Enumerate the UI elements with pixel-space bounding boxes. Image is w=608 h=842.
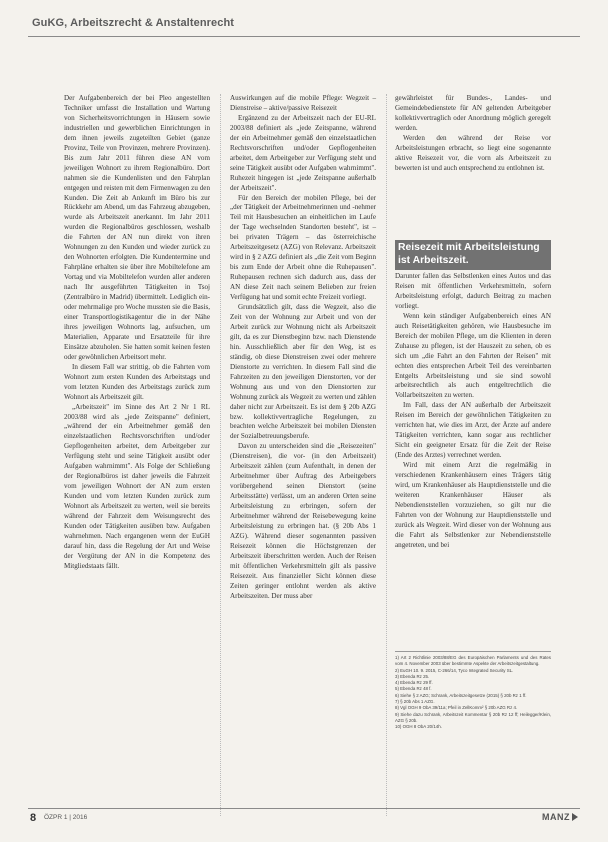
paragraph: „Arbeitszeit" im Sinne des Art 2 Nr 1 RL 2003/88 wird als „jede Zeitspanne" definiert, „während der ein Arbeitnehmer gemäß den einzelstaatlichen Rechtsvorschriften und/oder Gepflogenheiten arbeitet, dem Arbeitgeber zur Verfügung steht und seine Tätigkeit ausübt oder Aufgaben wahrnimmt". Als Folge der Schließung der Regionalbüros ist daher jeweils die Fahrzeit vom jeweiligen Wohnort der AN zum ersten Kunden und vom letzten Kunden zurück zum Wohnort als Arbeitszeit zu werten, weil sie bereits während der Fahrzeit dem Weisungsrecht des Kunden oder Tätigkeiten ausüben bzw. Aufgaben wahrnehmen. Nach ergangenen wenn der EuGH darauf hin, dass die Regelung der Art und Weise der Vergütung der AN in die Kompetenz des Mitgliedstaats fällt. — [64, 402, 210, 570]
journal-reference: ÖZPR 1 | 2016 — [44, 814, 88, 821]
footnote: 9) Siehe dazu Schrank, Arbeitszeit Kommentar § 20b Rz 12 ff; Heilegger/Klein, AZG § 20b. — [395, 711, 551, 723]
section-heading: Reisezeit mit Arbeitsleistung ist Arbeitszeit. — [395, 240, 551, 270]
page-footer — [28, 808, 580, 825]
footnote: 2) EuGH 10. 9. 2015, C-266/14, Tyco Integrated Security SL. — [395, 667, 514, 673]
paragraph: Wenn kein ständiger Aufgabenbereich eines AN auch Reisetätigkeiten gehören, wie Hausbesuche im Bereich der mobilen Pflege, um die Klienten in deren Zuhause zu pflegen, ist der Hauszeit zu sehen, ob es sich um „die Fahrt an den Fahrten der Reisen" mit echten dies entsprechen Arbeit Teil des vereinbarten Entgelts Arbeitsleistung und sie sind sowohl arbeitsrechtlich als auch entgeltrechtlich die Vollarbeitszeiten zu werten. — [395, 311, 551, 400]
running-header — [28, 14, 580, 37]
paragraph: Davon zu unterscheiden sind die „Reisezeiten" (Dienstreisen), die vor- (in den Arbeitszeit) Arbeitszeit zählen (zum Aufenthalt, in denen der Arbeitnehmer über Auftrag des Arbeitgebers vorübergehend seinen Dienstort (seine Arbeitsstätte) verlässt, um an anderen Orten seine Arbeitsleistung zu erbringen, sofern der Arbeitnehmer während der Reisebewegung keine Arbeitsleistung zu erbringen hat. (§ 20b Abs 1 AZG). Während dieser sogenannten passiven Reisezeit können die Höchstgrenzen der Arbeitszeit überschritten werden. Auch der Reisen mit öffentlichen Verkehrsmitteln gilt als passive Reisezeit. Aus finanzieller Sicht können diese Zeiten geringer entlohnt werden als aktive Arbeitszeiten. Der muss aber — [230, 442, 376, 600]
paragraph: Der Aufgabenbereich der bei Pleo angestellten Techniker umfasst die Installation und Wartung von Sicherheitsvorrichtungen in Häusern sowie industriellen und gewerblichen Einrichtungen in dem ihnen jeweils zugeteilten Gebiet (ganze Provinz, Teile von Provinzen, mehrere Provinzen). Bis zum Jahr 2011 führen diese AN vom jeweiligen Wohnort zu ihrem Regionalbüro. Dort nahmen sie die Kundenlisten und den Fahrplan entgegen und reisten mit dem Firmenwagen zu den Kunden. Die Zeit ab Ankunft im Büro bis zur Rückkehr am Abend, um das Fahrzeug abzugeben, wurde als Arbeitszeit anerkannt. Im Jahr 2011 wurden die Regionalbüros geschlossen, weshalb die Fahrten der AN nun direkt von ihren Wohnungen zu den Kunden und wieder zurück zu den Wohnorten erfolgten. Die Kundentermine und Fahrpläne erhalten sie über ihre Mobiltelefone am Vortag und via Mobiltelefon wurden aller anderen nach Ihr ausgeführten Tätigkeiten in Tsoj (Zentralbüro in Madrid) übermittelt. Lediglich ein- oder mehrmalige pro Woche mussten sie die Basis, einer Transportlogistikagentur die in der Nähe ihres jeweiligen Wohnorts lag, aufsuchen, um Materialien, Apparate und Ersatzteile für ihre Einsätze abzuholen. Sie hatten somit keinen festen oder gewöhnlichen Arbeitsort mehr. — [64, 94, 210, 361]
text-column-2 — [230, 94, 376, 602]
paragraph: In diesem Fall war strittig, ob die Fahrten vom Wohnort zum ersten Kunden des Arbeitstags und vom letzten Kunden des Arbeitstags zurück zum Wohnort als Arbeitszeit gilt. — [64, 362, 210, 401]
paragraph: Auswirkungen auf die mobile Pflege: Wegzeit – Dienstreise – aktive/passive Reisezeit — [230, 94, 376, 112]
paragraph: Grundsätzlich gilt, dass die Wegzeit, also die Zeit von der Wohnung zur Arbeit und von der Arbeit zurück zur Wohnung nicht als Arbeitszeit gilt, da es zur Dienstbeginn bzw. nach Dienstende hin. Ausschließlich aber für den Weg, ist es ständig, ob diese Dienstreisen zwei oder mehrere Dienstorte zu verrichten. In diesem Fall sind die Fahrzeiten zu den jeweiligen Dienstorten, vor der Wohnung aus und von den Dienstorten zur Wohnung zurück als Wegzeit zu werten und zählen daher nicht zur Arbeitszeit. Es ist dem § 20b AZG bzw. kollektivvertragliche Regelungen, zu beachten welche Arbeitszeit bei mobilen Diensten der Sozialbetreuungsberufe. — [230, 303, 376, 441]
footnote: 5) Ebenda Rz 48 f. — [395, 686, 432, 692]
paragraph: Werden den während der Reise vor Arbeitsleistungen erbracht, so liegt eine sogenannte aktive Reisezeit vor, die vorn als Arbeitszeit zu bewerten ist und auch entsprechend zu entlohnen ist. — [395, 133, 551, 172]
footnotes — [395, 651, 551, 731]
footnote: 6) Siehe § 2 AZG; Schrank, Arbeitszeitgesetze (2015) § 20b Rz 1 ff. — [395, 692, 527, 698]
text-column-3-continued — [395, 272, 551, 551]
header-title: GuKG, Arbeitszrecht & Anstaltenrecht — [32, 17, 235, 29]
footnote: 10) OGH 8 ObA 20/14h. — [395, 724, 442, 730]
paragraph: Wird mit einem Arzt die regelmäßig in verschiedenen Krankenhäusern eines Trägers tätig wird, um Krankenhäuser als Hauptdienststelle und die weiteren Krankenhäuser Häuser als Nebendienststellen vorzuziehen, so gilt nur die Fahrten von der Wohnung zur Hauptdienststelle und zurück als Wegzeit. Wird dieser von der Wohnung aus die Fahrt als Selbstlenker zur Nebendienststelle angetreten, und bei — [395, 461, 551, 549]
footnote: 7) § 20b Abs 1 AZG. — [395, 699, 435, 705]
footnote: 3) Ebenda Rz 25. — [395, 673, 430, 679]
page-number: 8 — [30, 812, 37, 824]
paragraph: Für den Bereich der mobilen Pflege, bei der „der Tätigkeit der Arbeitnehmerinnen und -nehmer Teil mit Hausbesuchen an einheitlichen im Laufe der Tage wechselnden Standorten besteht", ist – bei privaten Trägern – das österreichische Arbeitszeitgesetz (AZG) von Relevanz. Arbeitszeit wird in § 2 AZG definiert als „die Zeit vom Beginn bis zum Ende der Arbeit ohne die Ruhepausen". Ruhepausen rechnen sich dadurch aus, dass der AN diese Zeit nach seinem Belieben zur freien Verfügung hat und somit echte Freizeit vorliegt. — [230, 193, 376, 302]
paragraph: Im Fall, dass der AN außerhalb der Arbeitszeit Reisen im Bereich der gewöhnlichen Tätigkeiten zu verrichten hat, wie dies im Arzt, der Ärzte auf andere Tätigkeiten verrichten, kann sogar aus rechtlicher Sicht ein geeigneter Ersatz für die Zeit der Reise (Ende des Arztes) verrechnet werden. — [395, 401, 551, 460]
text-column-3 — [395, 94, 551, 174]
paragraph: Ergänzend zu der Arbeitszeit nach der EU-RL 2003/88 definiert als „jede Zeitspanne, während der ein Arbeitnehmer gemäß den einzelstaatlichen Rechtsvorschriften und/oder Gepflogenheiten arbeitet, dem Arbeitgeber zur Verfügung steht und seine Tätigkeit ausübt oder Aufgaben wahrnimmt". Ruhezeit hingegen ist „jede Zeitspanne außerhalb der Arbeitszeit". — [230, 113, 376, 192]
column-divider — [386, 94, 387, 816]
publisher-logo: MANZ — [542, 812, 578, 822]
footnote: 1) Art 2 Richtlinie 2003/88/EG des Europäischen Parlaments und des Rates vom 4. November 2003 über bestimmte Aspekte der Arbeitszeitgestaltung. — [395, 655, 551, 667]
footnote: 8) Vgl OGH 9 ObA 39/11a; Pfeil in ZellKomm² § 20b AZG Rz 4. — [395, 705, 518, 711]
paragraph: gewährleistet für Bundes-, Landes- und Gemeindebedienstete für AN geltenden Arbeitgeber kollektivvertraglich oder Anordnung möglich geregelt werden. — [395, 94, 551, 132]
paragraph: Darunter fallen das Selbstlenken eines Autos und das Reisen mit öffentlichen Verkehrsmitteln, sofern Arbeitsleistung erfolgt, dadurch Beitrag zu machen vorliegt. — [395, 272, 551, 310]
publisher-arrow-icon — [572, 813, 578, 821]
text-column-1 — [64, 94, 210, 572]
column-divider — [220, 94, 221, 816]
footnote: 4) Ebenda Rz 29 ff. — [395, 680, 433, 686]
